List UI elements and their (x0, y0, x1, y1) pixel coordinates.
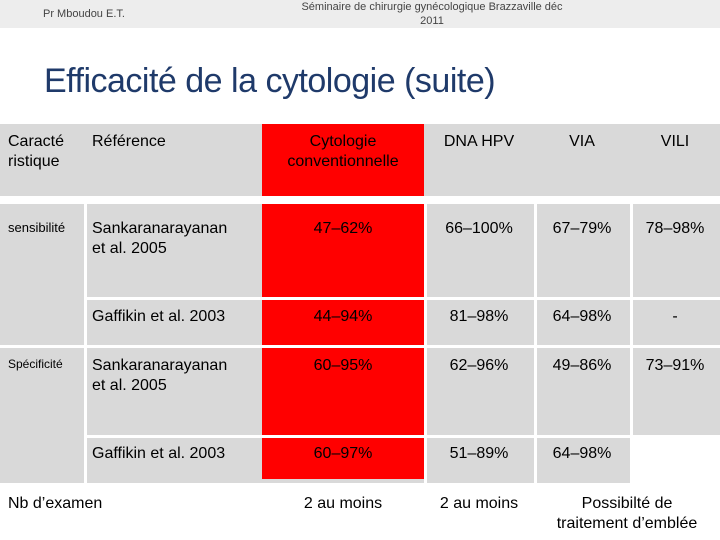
group-sensibilite: sensibilité (8, 220, 66, 235)
table-row-ref (92, 219, 227, 259)
table-cell-vili: 78–98% (645, 220, 705, 237)
table-cell-hpv: 66–100% (445, 220, 513, 237)
table-cell-cyto: 60–97% (313, 445, 373, 462)
seminar-line-2: 2011 (420, 15, 444, 27)
group-nb-examen: Nb d’examen (8, 495, 103, 512)
slide-title: Efficacité de la cytologie (suite) (44, 62, 496, 100)
table-cell-hpv: 81–98% (449, 308, 509, 325)
last-cell-hpv: 2 au moins (439, 495, 519, 512)
header-caracteristique-line2: ristique (8, 153, 60, 170)
table-cell-hpv: 51–89% (449, 445, 509, 462)
table-cell-via: 64–98% (552, 308, 612, 325)
ref-line1: Gaffikin et al. 2003 (92, 445, 226, 462)
ref-line1: Sankaranarayanan (92, 357, 228, 374)
empty-vili-cell (633, 438, 720, 483)
column-separator (534, 204, 537, 483)
ref-line2: et al. 2005 (92, 240, 167, 257)
header-caracteristique-line1: Caracté (8, 133, 65, 150)
ref-line1: Sankaranarayanan (92, 220, 228, 237)
last-cell-cyto: 2 au moins (303, 495, 383, 512)
table-cell-via: 49–86% (552, 357, 612, 374)
table-row-ref (92, 444, 225, 464)
table-cell-via: 67–79% (552, 220, 612, 237)
author-label: Pr Mboudou E.T. (43, 8, 125, 20)
table-row-ref (92, 356, 227, 396)
header-caracteristique (8, 132, 88, 172)
header-reference: Référence (92, 133, 166, 150)
table-cell-via: 64–98% (552, 445, 612, 462)
header-cytologie (262, 132, 424, 172)
column-separator (424, 204, 427, 483)
seminar-label (262, 0, 602, 28)
table-cell-cyto: 44–94% (313, 308, 373, 325)
header-cytologie-line2: conventionnelle (287, 153, 399, 170)
table-cell-vili: 73–91% (645, 357, 705, 374)
seminar-line-1: Séminaire de chirurgie gynécologique Brazzaville déc (301, 1, 563, 13)
ref-line2: et al. 2005 (92, 377, 167, 394)
header-vili: VILI (660, 133, 690, 150)
last-cell-via-line2: traitement d’emblée (556, 515, 698, 532)
table-cell-cyto: 60–95% (313, 357, 373, 374)
row-separator (84, 435, 720, 438)
header-cytologie-line1: Cytologie (309, 133, 377, 150)
table-cell-cyto: 47–62% (313, 220, 373, 237)
row-separator (0, 345, 720, 348)
column-separator (84, 204, 87, 483)
table-cell-vili: - (672, 308, 678, 325)
header-dna-hpv: DNA HPV (443, 133, 515, 150)
ref-line1: Gaffikin et al. 2003 (92, 308, 226, 325)
header-via: VIA (569, 133, 595, 150)
table-row-ref (92, 307, 225, 327)
last-cell-via-line1: Possibilté de (581, 495, 673, 512)
table-cell-hpv: 62–96% (449, 357, 509, 374)
group-specificite: Spécificité (8, 357, 63, 371)
last-cell-via (534, 494, 720, 534)
row-separator (84, 297, 720, 300)
